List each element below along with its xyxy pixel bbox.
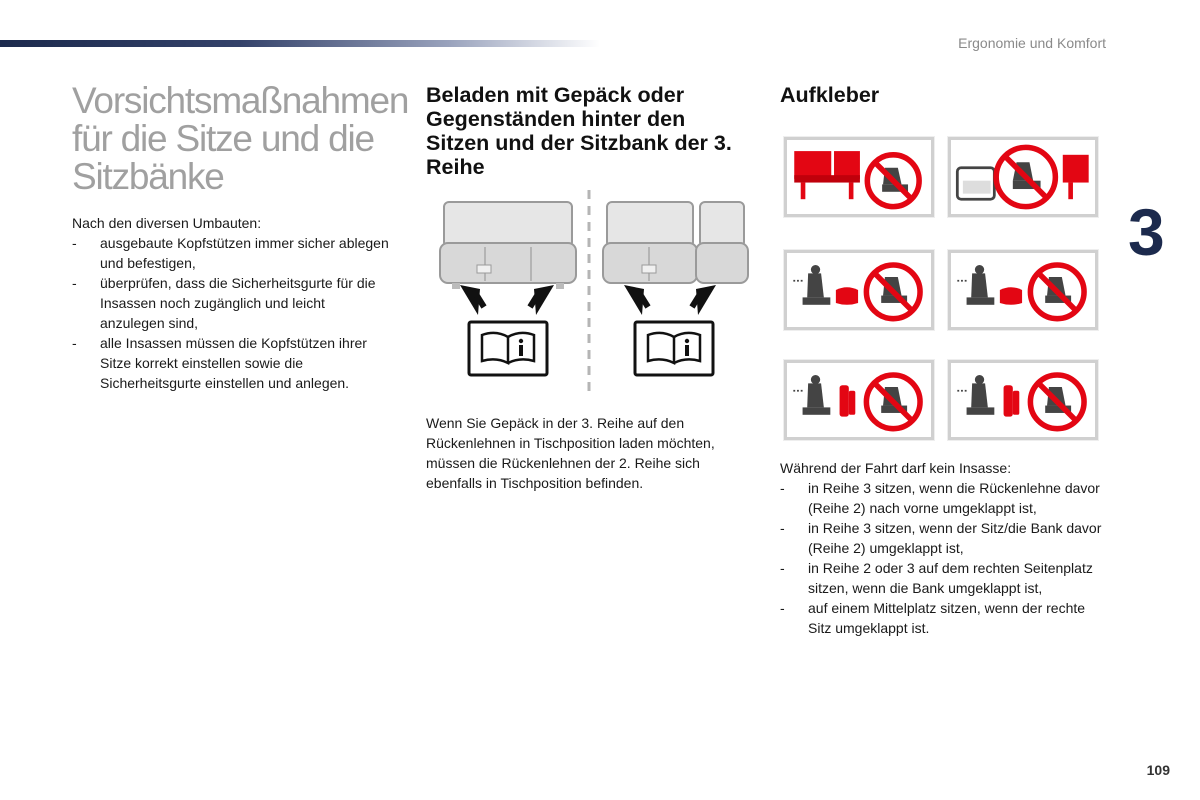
bench-3-seats-illustration bbox=[440, 202, 576, 289]
list-dash: - bbox=[72, 335, 77, 351]
list-item-text: auf einem Mittelplatz sitzen, wenn der rechte Sitz umgeklappt ist. bbox=[808, 600, 1086, 636]
stickers-section-title: Aufkleber bbox=[780, 83, 880, 107]
list-dash: - bbox=[72, 275, 77, 291]
luggage-paragraph: Wenn Sie Gepäck in der 3. Reihe auf den Rückenlehnen in Tischposition laden möchten, müssen die Rückenlehnen der 2. Reihe sich ebenfalls in Tischposition befinden. bbox=[426, 415, 715, 491]
bench-2-plus-1-illustration bbox=[603, 202, 748, 283]
manual-book-info-icon bbox=[469, 322, 547, 375]
list-item-text: in Reihe 3 sitzen, wenn die Rückenlehne davor (Reihe 2) nach vorne umgeklappt ist, bbox=[808, 480, 1100, 516]
section-label: Ergonomie und Komfort bbox=[958, 35, 1106, 51]
sticker-folded-bench-warning bbox=[784, 137, 934, 217]
prohibition-sign-icon bbox=[1030, 375, 1084, 429]
list-dash: - bbox=[780, 480, 785, 496]
prohibition-sign-icon bbox=[1030, 265, 1084, 319]
page-number: 109 bbox=[1146, 762, 1170, 778]
list-item-text: ausgebaute Kopfstützen immer sicher ablegen und befestigen, bbox=[100, 235, 389, 271]
list-item bbox=[780, 598, 1110, 638]
chapter-number: 3 bbox=[1128, 195, 1165, 269]
sticker-seat-row2-folded-warning bbox=[948, 250, 1098, 330]
list-item bbox=[72, 233, 390, 273]
list-item-text: in Reihe 2 oder 3 auf dem rechten Seitenplatz sitzen, wenn die Bank umgeklappt ist, bbox=[808, 560, 1093, 596]
manual-book-info-icon bbox=[635, 322, 713, 375]
list-item bbox=[780, 478, 1110, 518]
page-title: Vorsichtsmaßnahmen für die Sitze und die Sitzbänke bbox=[72, 80, 409, 197]
sticker-side-seat-folded-warning bbox=[948, 360, 1098, 440]
list-item bbox=[780, 558, 1110, 598]
list-item bbox=[780, 518, 1110, 558]
list-item bbox=[72, 333, 390, 393]
luggage-section-title: Beladen mit Gepäck oder Gegenständen hinter den Sitzen und der Sitzbank der 3. Reihe bbox=[426, 83, 732, 179]
prohibition-sign-icon bbox=[866, 375, 920, 429]
prohibition-sign-icon bbox=[996, 147, 1055, 206]
col3-intro: Während der Fahrt darf kein Insasse: bbox=[780, 460, 1012, 476]
col3-list bbox=[780, 478, 1110, 638]
prohibition-sign-icon bbox=[866, 265, 920, 319]
list-dash: - bbox=[72, 235, 77, 251]
list-dash: - bbox=[780, 560, 785, 576]
list-dash: - bbox=[780, 600, 785, 616]
sticker-folded-backrest-warning bbox=[948, 137, 1098, 217]
col1-list bbox=[72, 233, 390, 393]
list-item bbox=[72, 273, 390, 333]
list-item-text: alle Insassen müssen die Kopfstützen ihrer Sitze korrekt einstellen sowie die Sicherheitsgurte einstellen und anlegen. bbox=[100, 335, 367, 391]
sticker-seat-row2-folded-warning bbox=[784, 250, 934, 330]
prohibition-sign-icon bbox=[867, 155, 919, 207]
sticker-side-seat-folded-warning bbox=[784, 360, 934, 440]
col1-intro: Nach den diversen Umbauten: bbox=[72, 215, 262, 231]
header-accent-bar bbox=[0, 40, 600, 47]
list-dash: - bbox=[780, 520, 785, 536]
seat-table-position-illustration bbox=[430, 185, 760, 400]
list-item-text: überprüfen, dass die Sicherheitsgurte für die Insassen noch zugänglich und leicht anzulegen sind, bbox=[100, 275, 376, 331]
list-item-text: in Reihe 3 sitzen, wenn der Sitz/die Bank davor (Reihe 2) umgeklappt ist, bbox=[808, 520, 1102, 556]
